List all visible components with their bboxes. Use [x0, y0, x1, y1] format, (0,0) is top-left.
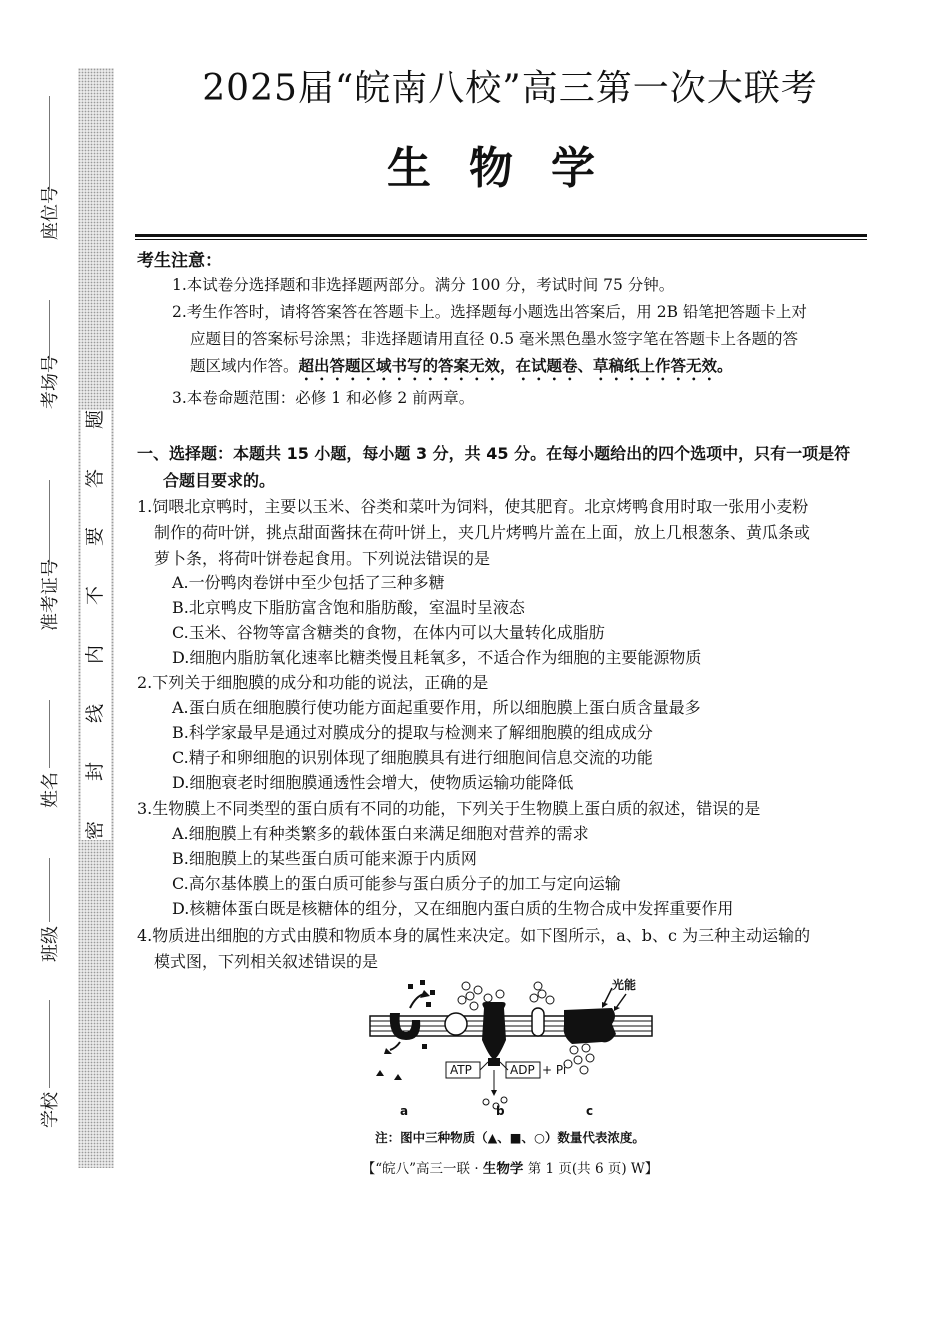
admission-number-field: [38, 480, 61, 631]
section-heading: [137, 440, 872, 494]
question-3-option-d: D.核糖体蛋白既是核糖体的组分，又在细胞内蛋白质的生物合成中发挥重要作用: [172, 899, 734, 918]
header-rule-thick: [135, 234, 867, 237]
notice-item-3: 3.本卷命题范围：必修 1 和必修 2 前两章。: [172, 389, 475, 407]
exam-room-label: 考场号: [40, 355, 61, 409]
question-4-line: 4.物质进出细胞的方式由膜和物质本身的属性来决定。如下图所示，a、b、c 为三种主动运输的: [137, 926, 811, 945]
class-field: [38, 858, 60, 966]
notice-item-2-line-2: 应题目的答案标号涂黑；非选择题请用直径 0.5 毫米黑色墨水签字笔在答题卡上各题的答: [190, 330, 799, 348]
notice-item-2-line-1: 2.考生作答时，请将答案答在答题卡上。选择题每小题选出答案后，用 2B 铅笔把答题卡上对: [172, 303, 807, 321]
binding-char: 答: [84, 468, 107, 488]
question-1-line: 1.饲喂北京鸭时，主要以玉米、谷类和菜叶为饲料，使其肥育。北京烤鸭食用时取一张用小麦粉: [137, 497, 809, 516]
question-3-option-b: B.细胞膜上的某些蛋白质可能来源于内质网: [172, 849, 477, 868]
binding-char: 内: [84, 644, 107, 664]
section-heading-line-1: 一、选择题：本题共 15 小题，每小题 3 分，共 45 分。在每小题给出的四个选项中，只有一项是符: [137, 444, 851, 463]
atp-label: ATP: [450, 1063, 472, 1077]
school-label: 学校: [40, 1092, 61, 1128]
page-footer: [300, 1157, 720, 1177]
question-3-option-c: C.高尔基体膜上的蛋白质可能参与蛋白质分子的加工与定向运输: [172, 874, 621, 893]
name-field: [38, 700, 60, 812]
notice-item-1: 1.本试卷分选择题和非选择题两部分。满分 100 分，考试时间 75 分钟。: [172, 276, 675, 294]
binding-char: 要: [84, 527, 107, 547]
question-4-line: 模式图，下列相关叙述错误的是: [154, 952, 379, 971]
adp-label: ADP: [510, 1063, 535, 1077]
header-rule-thin: [135, 239, 867, 240]
active-transport-figure: [350, 978, 670, 1118]
exam-title: 2025届“皖南八校”高三第一次大联考: [202, 68, 818, 109]
question-2-option-b: B.科学家最早是通过对膜成分的提取与检测来了解细胞膜的组成成分: [172, 723, 653, 742]
figure-label-c: c: [586, 1104, 594, 1118]
section-heading-line-2: 合题目要求的。: [163, 471, 276, 490]
question-2-option-a: A.蛋白质在细胞膜行使功能方面起重要作用，所以细胞膜上蛋白质含量最多: [172, 698, 701, 717]
name-label: 姓名: [40, 772, 61, 808]
footer-page-info: 第 1 页(共 6 页) W】: [523, 1161, 659, 1177]
class-label: 班级: [40, 926, 61, 962]
question-1-stem: [137, 494, 872, 572]
question-1-option-b: B.北京鸭皮下脂肪富含饱和脂肪酸，室温时呈液态: [172, 598, 525, 617]
question-1-option-a: A.一份鸭肉卷饼中至少包括了三种多糖: [172, 573, 445, 592]
question-1-option-d: D.细胞内脂肪氧化速率比糖类慢且耗氧多，不适合作为细胞的主要能源物质: [172, 648, 702, 667]
exam-room-field: [38, 300, 61, 409]
binding-char: 封: [84, 762, 107, 782]
binding-char: 线: [84, 703, 107, 723]
footer-prefix: 【“皖八”高三一联 ·: [361, 1161, 483, 1177]
transporter-b: [446, 982, 540, 1109]
figure-label-b: b: [496, 1104, 505, 1118]
binding-char: 不: [84, 586, 107, 606]
question-2-option-c: C.精子和卵细胞的识别体现了细胞膜具有进行细胞间信息交流的功能: [172, 748, 653, 767]
light-energy-label: 光能: [612, 978, 637, 992]
admission-number-label: 准考证号: [40, 559, 61, 631]
question-3-stem: 3.生物膜上不同类型的蛋白质有不同的功能，下列关于生物膜上蛋白质的叙述，错误的是: [137, 799, 761, 818]
question-1-line: 制作的荷叶饼，挑点甜面酱抹在荷叶饼上，夹几片烤鸭片盖在上面，放上几根葱条、黄瓜条或: [154, 523, 811, 542]
notice-item-2-plain: 题区域内作答。: [190, 357, 299, 375]
seat-number-field: [38, 96, 61, 240]
notice-item-2-emphasis: 超出答题区域书写的答案无效，在试题卷、草稿纸上作答无效。: [298, 357, 733, 375]
binding-strip-text: [81, 410, 111, 840]
pi-label: + Pi: [542, 1063, 567, 1077]
footer-subject: 生物学: [482, 1161, 524, 1177]
question-2-option-d: D.细胞衰老时细胞膜通透性会增大，使物质运输功能降低: [172, 773, 574, 792]
question-3-option-a: A.细胞膜上有种类繁多的载体蛋白来满足细胞对营养的需求: [172, 824, 589, 843]
question-4-stem: [137, 923, 872, 975]
notice-item-2-line-3: [190, 352, 872, 384]
question-1-line: 萝卜条，将荷叶饼卷起食用。下列说法错误的是: [154, 549, 491, 568]
school-field: [38, 1000, 60, 1132]
subject-title: 生物学: [387, 143, 633, 194]
notice-heading: 考生注意：: [137, 251, 222, 271]
figure-label-a: a: [400, 1104, 409, 1118]
question-2-stem: 2.下列关于细胞膜的成分和功能的说法，正确的是: [137, 673, 489, 692]
membrane-diagram: [350, 978, 670, 1118]
seat-number-label: 座位号: [40, 186, 61, 240]
figure-note: 注：图中三种物质（▲、■、○）数量代表浓度。: [375, 1130, 645, 1145]
binding-char: 密: [84, 820, 107, 840]
binding-char: 题: [84, 409, 107, 430]
question-1-option-c: C.玉米、谷物等富含糖类的食物，在体内可以大量转化成脂肪: [172, 623, 605, 642]
